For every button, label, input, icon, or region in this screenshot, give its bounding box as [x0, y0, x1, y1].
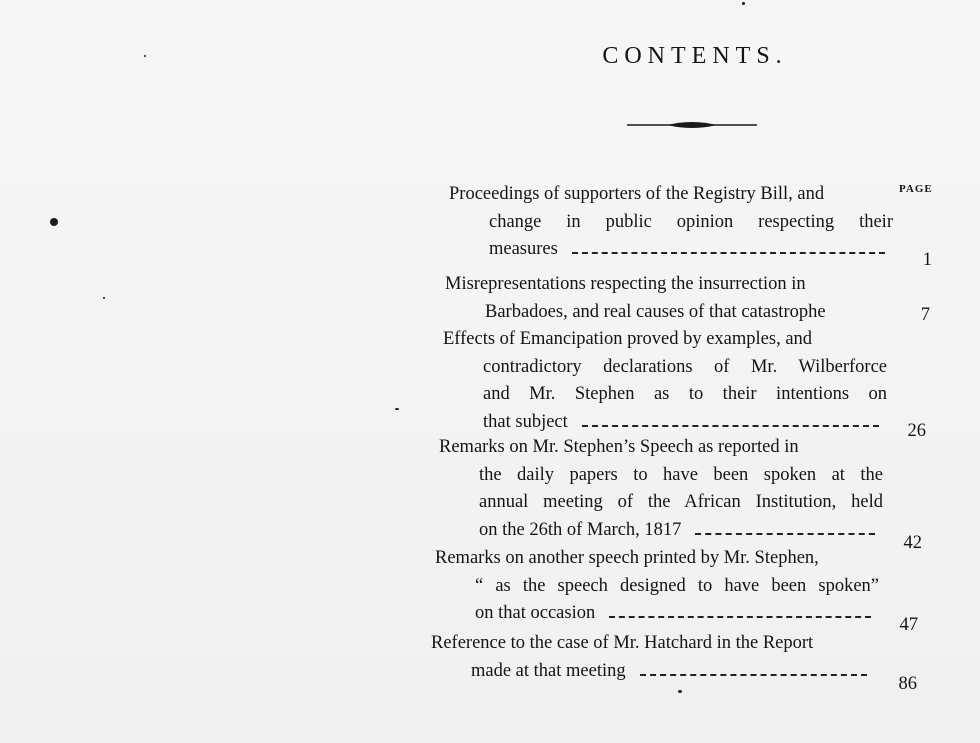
toc-entry-last-text: measures — [489, 239, 558, 259]
page-title: CONTENTS. — [602, 43, 788, 69]
dot-leader — [609, 616, 871, 618]
dot-leader — [572, 252, 885, 254]
toc-entry — [435, 545, 879, 628]
toc-entry-continuation: annual meeting of the African Institution, held — [479, 492, 883, 512]
scan-speck — [678, 690, 682, 693]
toc-entry — [449, 181, 893, 264]
toc-entry-title: Reference to the case of Mr. Hatchard in the Report — [431, 633, 814, 653]
toc-entry-title: Remarks on Mr. Stephen’s Speech as reported in — [439, 437, 799, 457]
toc-entry-last-line — [431, 658, 875, 686]
toc-entry — [443, 326, 887, 436]
scan-speck — [103, 297, 105, 299]
toc-entry-continuation: contradictory declarations of Mr. Wilberforce — [483, 356, 887, 377]
toc-page-number: 1 — [922, 250, 932, 270]
toc-page-number: 86 — [898, 674, 917, 694]
toc-entry — [439, 434, 883, 544]
toc-entry-continuation: “ as the speech designed to have been spoken” — [475, 575, 879, 596]
toc-entry-last-line — [443, 409, 887, 437]
toc-entry-continuation: the daily papers to have been spoken at the — [479, 464, 883, 485]
toc-entry — [445, 271, 889, 326]
dot-leader — [640, 674, 867, 676]
toc-entry-last-line — [445, 299, 889, 327]
scan-speck — [144, 55, 146, 57]
toc-entry-last-line — [435, 600, 879, 628]
toc-entry-last-text: on the 26th of March, 1817 — [479, 519, 682, 540]
toc-page-number: 42 — [903, 533, 922, 553]
title-rule-ornament — [627, 117, 757, 133]
toc-entry-title: Remarks on another speech printed by Mr. Stephen, — [435, 548, 819, 568]
scan-speck — [395, 408, 399, 410]
toc-entry-title: Effects of Emancipation proved by examples, and — [443, 329, 813, 349]
toc-entry-title: Proceedings of supporters of the Registry Bill, and — [449, 184, 825, 204]
toc-entry-last-text: that subject — [483, 411, 568, 432]
toc-page-number: 47 — [899, 615, 918, 635]
scan-speck — [50, 218, 58, 226]
toc-page-number: 7 — [920, 305, 930, 325]
toc-entry-last-text: Barbadoes, and real causes of that catastrophe — [485, 301, 826, 322]
scan-speck — [742, 2, 745, 5]
toc-page-number: 26 — [907, 421, 926, 441]
dot-leader — [582, 425, 879, 427]
toc-entry-continuation: and Mr. Stephen as to their intentions on — [483, 384, 887, 404]
toc-entry-last-text: made at that meeting — [471, 660, 626, 681]
toc-entry-last-line — [449, 236, 893, 264]
toc-entry-title: Misrepresentations respecting the insurrection in — [445, 274, 806, 294]
toc-entry-last-line — [439, 517, 883, 545]
dot-leader — [695, 533, 875, 535]
toc-entry — [431, 630, 875, 685]
toc-entry-last-text: on that occasion — [475, 603, 596, 623]
toc-entry-continuation: change in public opinion respecting their — [489, 211, 893, 232]
page-column-label: PAGE — [899, 183, 933, 195]
